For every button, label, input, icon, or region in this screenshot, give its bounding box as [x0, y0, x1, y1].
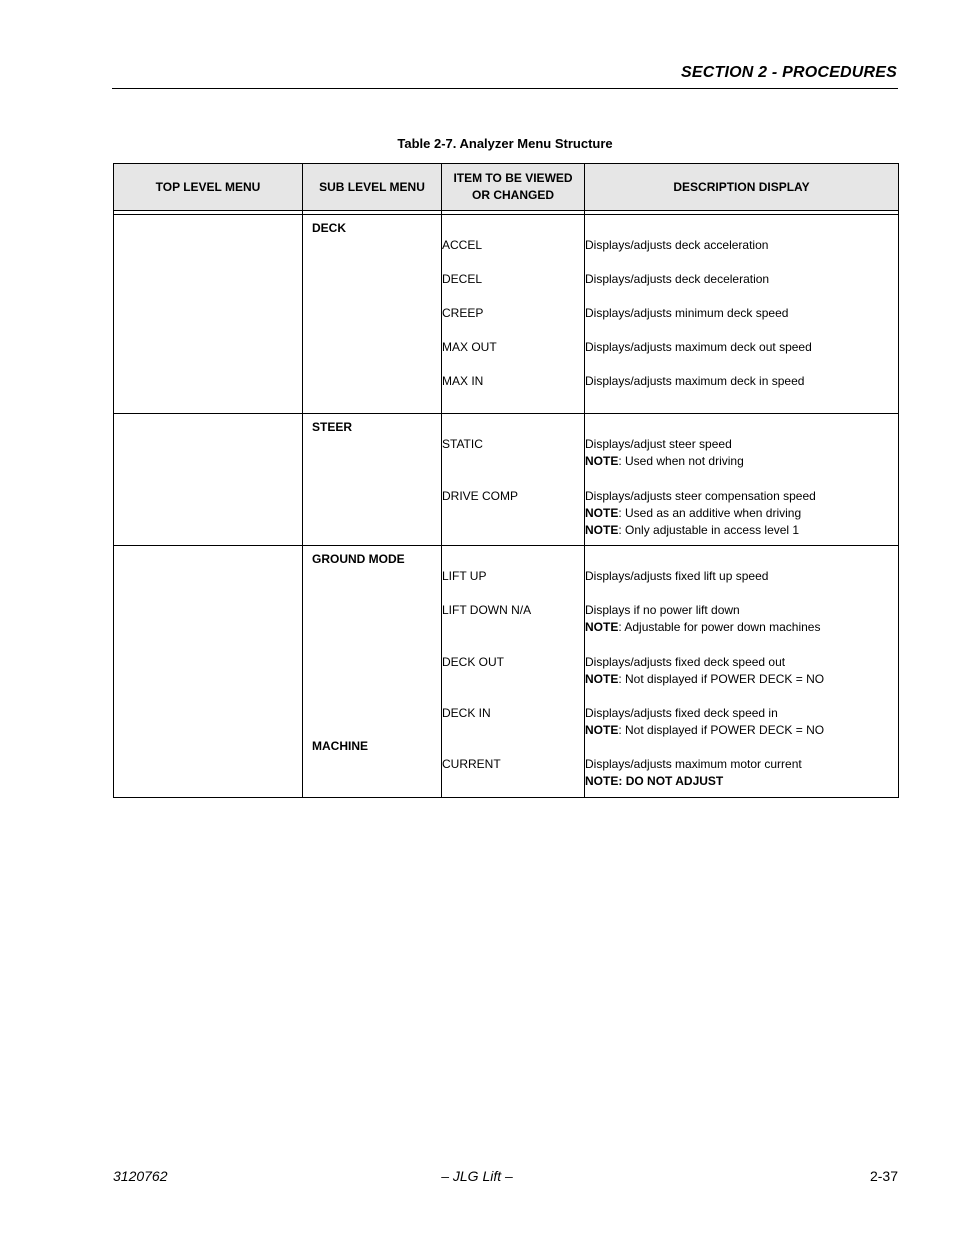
- desc-max-in: Displays/adjusts maximum deck in speed: [585, 374, 805, 388]
- item-drive-comp: DRIVE COMP: [442, 489, 519, 503]
- note-text: Not displayed if POWER DECK = NO: [625, 672, 825, 686]
- sub-level-cell: [303, 215, 442, 414]
- item-max-in: MAX IN: [442, 374, 484, 388]
- item-deck-out: DECK OUT: [442, 655, 505, 669]
- table-row: [114, 546, 899, 798]
- footer-brand: – JLG Lift –: [441, 1168, 513, 1184]
- sub-level-deck: DECK: [312, 221, 347, 235]
- desc-deck-out-line: Displays/adjusts fixed deck speed out: [585, 655, 786, 669]
- sub-level-steer: STEER: [312, 420, 353, 434]
- note-label: NOTE: [585, 620, 619, 634]
- column-header-item: [442, 164, 585, 211]
- note-line: NOTE: Adjustable for power down machines: [585, 620, 821, 634]
- desc-lift-up: Displays/adjusts fixed lift up speed: [585, 569, 769, 583]
- description-cell: [585, 414, 899, 546]
- item-current: CURRENT: [442, 757, 501, 771]
- note-label: NOTE: [585, 454, 619, 468]
- note-line: NOTE: Not displayed if POWER DECK = NO: [585, 723, 825, 737]
- note-label: NOTE: [585, 723, 619, 737]
- column-header-item-text: ITEM TO BE VIEWED OR CHANGED: [453, 171, 573, 202]
- note-text: Used as an additive when driving: [625, 506, 802, 520]
- doc-number: 3120762: [113, 1168, 168, 1184]
- sub-level-machine: MACHINE: [312, 739, 368, 753]
- note-line: NOTE: Not displayed if POWER DECK = NO: [585, 672, 825, 686]
- note-label: NOTE: [585, 523, 619, 537]
- desc-lift-down-line: Displays if no power lift down: [585, 603, 740, 617]
- note-text: DO NOT ADJUST: [625, 774, 724, 788]
- desc-drive-comp: [585, 488, 898, 539]
- sub-level-cell: [303, 546, 442, 798]
- item-decel: DECEL: [442, 272, 483, 286]
- item-max-out: MAX OUT: [442, 340, 497, 354]
- note-text: Adjustable for power down machines: [624, 620, 821, 634]
- item-creep: CREEP: [442, 306, 484, 320]
- note-label: NOTE: [585, 774, 619, 788]
- desc-accel: Displays/adjusts deck acceleration: [585, 238, 769, 252]
- note-label: NOTE: [585, 506, 619, 520]
- desc-drive-comp-line: Displays/adjusts steer compensation speed: [585, 489, 816, 503]
- column-header-top-level: TOP LEVEL MENU: [114, 164, 303, 211]
- desc-deck-out: [585, 654, 898, 688]
- note-label: NOTE: [585, 672, 619, 686]
- analyzer-menu-table: [113, 163, 899, 798]
- item-lift-down: LIFT DOWN N/A: [442, 603, 532, 617]
- desc-deck-in: [585, 705, 898, 739]
- desc-decel: Displays/adjusts deck deceleration: [585, 272, 770, 286]
- item-deck-in: DECK IN: [442, 706, 491, 720]
- note-line: NOTE: Used as an additive when driving: [585, 506, 802, 520]
- top-level-cell: [114, 414, 303, 546]
- item-cell: [442, 215, 585, 414]
- top-level-cell: [114, 215, 303, 414]
- desc-max-out: Displays/adjusts maximum deck out speed: [585, 340, 812, 354]
- item-static: STATIC: [442, 437, 483, 451]
- table-caption: Table 2-7. Analyzer Menu Structure: [397, 136, 613, 151]
- description-cell: [585, 215, 899, 414]
- section-title: SECTION 2 - PROCEDURES: [681, 64, 897, 81]
- note-line: NOTE: Only adjustable in access level 1: [585, 523, 800, 537]
- desc-static: [585, 436, 898, 470]
- note-line: NOTE: DO NOT ADJUST: [585, 774, 724, 788]
- note-line: NOTE: Used when not driving: [585, 454, 744, 468]
- table-row: [114, 414, 899, 546]
- note-text: Not displayed if POWER DECK = NO: [625, 723, 825, 737]
- desc-lift-down: [585, 602, 898, 636]
- desc-deck-in-line: Displays/adjusts fixed deck speed in: [585, 706, 778, 720]
- desc-static-line: Displays/adjust steer speed: [585, 437, 732, 451]
- column-header-sub-level: SUB LEVEL MENU: [303, 164, 442, 211]
- note-text: Used when not driving: [625, 454, 744, 468]
- page-number: 2-37: [869, 1168, 898, 1184]
- table-row: [114, 215, 899, 414]
- top-level-cell: [114, 546, 303, 798]
- item-lift-up: LIFT UP: [442, 569, 487, 583]
- sub-level-cell: [303, 414, 442, 546]
- desc-creep: Displays/adjusts minimum deck speed: [585, 306, 789, 320]
- desc-current-line: Displays/adjusts maximum motor current: [585, 757, 802, 771]
- item-accel: ACCEL: [442, 238, 483, 252]
- desc-current: [585, 756, 898, 790]
- note-text: Only adjustable in access level 1: [625, 523, 800, 537]
- column-header-description: DESCRIPTION DISPLAY: [585, 164, 899, 211]
- description-cell: [585, 546, 899, 798]
- item-cell: [442, 414, 585, 546]
- header-divider: [112, 88, 898, 89]
- item-cell: [442, 546, 585, 798]
- sub-level-ground-mode: GROUND MODE: [312, 552, 405, 566]
